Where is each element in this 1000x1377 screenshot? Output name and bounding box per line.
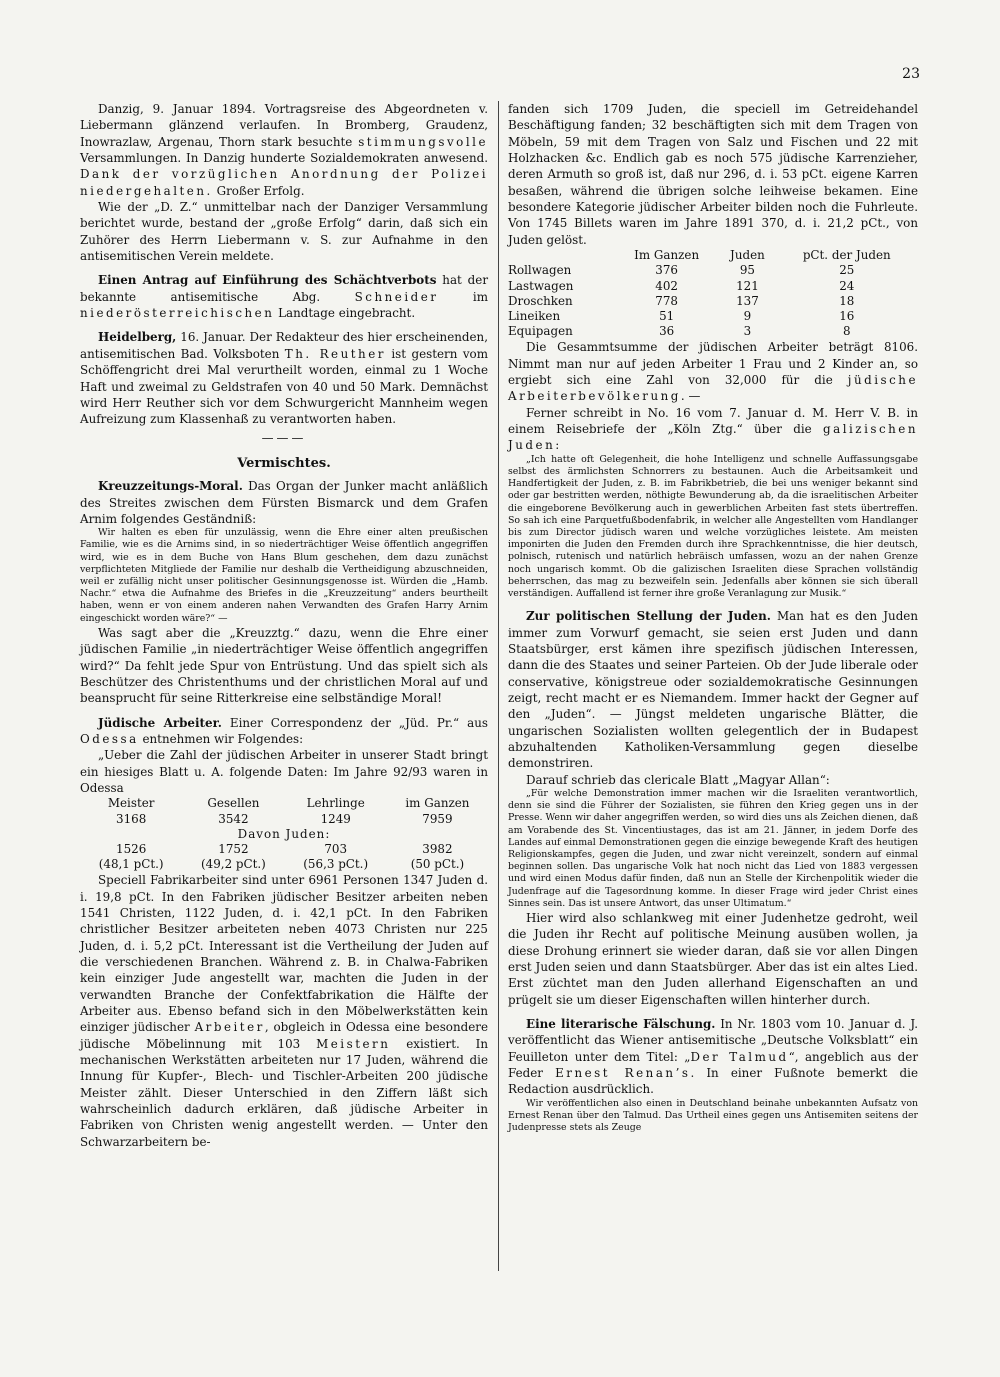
table-cell: 16 xyxy=(839,308,855,323)
table-cell: 95 xyxy=(739,263,755,278)
table-cell: 24 xyxy=(839,278,855,293)
faelschung-quote: Wir veröffentlichen also einen in Deutschland beinahe unbekannten Aufsatz von Ernest Renan über den Talmud. Das Urtheil eines gegen uns Antisemiten seitens der Judenpresse stets als Zeuge xyxy=(508,1097,918,1134)
magyar-allan-quote: „Für welche Demonstration immer machen wir die Israeliten verantwortlich, denn sie sind die Führer der Sozialisten, sie führen den Krieg gegen uns in der Presse. Wenn wir daher angegriffen werden, so wird dies uns als Zeichen dienen, daß am Vorabende des St. Vincentiustages, das ist am 21. Jänner, in jedem Dorfe des Landes auf einmal Demonstrationen gegen die einzige bewegende Kraft des heutigen Religionskampfes, gegen die Juden, und zwar nicht vereinzelt, sondern auf einmal beginnen sollen. Das ungarische Volk hat noch nicht das Lied von 1883 vergessen und wird einen Modus dafür finden, daß nun an Stelle der Kirchenpolitik wieder die Judenfrage auf die Tagesordnung komme. In dieser Frage wird jeder Christ eines Sinnes sein. Das ist unsere Antwort, das unser Ultimatum.“ xyxy=(508,787,918,909)
fuhrleute-table xyxy=(508,248,918,339)
article-politische-stellung: Zur politischen Stellung der Juden. Man hat es den Juden immer zum Vorwurf gemacht, sie seien erst Juden und dann Staatsbürger, erst kämen ihre spezifisch jüdischen Interessen, dann die des Staates und seiner Parteien. Ob der Jude liberale oder conservative, königstreue oder sozialdemokratische Gesinnungen zeigt, recht macht er es Niemandem. Immer hackt der Gegner auf den „Juden“. — Jüngst meldeten ungarische Blätter, die ungarischen Sozialisten wollten gelegentlich der in Budapest abzuhaltenden Katholiken-Versammlung gegen dieselbe demonstriren. xyxy=(508,609,918,771)
table-cell: 703 xyxy=(324,841,348,856)
table-row xyxy=(508,279,918,294)
table-cell: 25 xyxy=(839,263,855,278)
article-danzig-comment: Wie der „D. Z.“ unmittelbar nach der Danziger Versammlung berichtet wurde, bestand der „große Erfolg“ darin, daß sich ein Zuhörer des Herrn Liebermann v. S. zur Aufnahme in den antisemitischen Verein meldete. xyxy=(80,200,488,264)
table-cell: (48,1 pCt.) xyxy=(98,857,164,872)
table-header-row xyxy=(508,248,918,263)
table-cell: 51 xyxy=(659,308,675,323)
left-column xyxy=(80,101,488,1150)
article-heidelberg: Heidelberg, 16. Januar. Der Redakteur des hier erscheinenden, antisemitischen Bad. Volksboten Th. Reuther ist gestern vom Schöffengricht drei Mal verurtheilt worden, einmal zu 1 Woche Haft und zweimal zu Geldstrafen von 40 und 50 Mark. Demnächst wird Herr Reuther sich vor dem Schwurgericht Mannheim wegen Aufreizung zum Klassenhaß zu verantworten haben. xyxy=(80,330,488,427)
table-cell: Lastwagen xyxy=(508,278,574,293)
odessa-table xyxy=(80,796,488,872)
table-cell: Lineiken xyxy=(508,308,561,323)
magyar-allan-intro: Darauf schrieb das clericale Blatt „Magyar Allan“: xyxy=(526,772,830,787)
table-cell: (50 pCt.) xyxy=(410,857,465,872)
table-cell: 3542 xyxy=(218,811,249,826)
section-heading: Vermischtes. xyxy=(237,455,331,471)
table-header xyxy=(508,248,614,263)
table-cell: 36 xyxy=(659,324,675,339)
table-cell: Rollwagen xyxy=(508,263,572,278)
table-header: Lehrlinge xyxy=(306,796,365,811)
article-juedische-arbeiter: Jüdische Arbeiter. Einer Correspondenz der „Jüd. Pr.“ aus Odessa entnehmen wir Folgendes: xyxy=(80,715,488,746)
table-row xyxy=(508,294,918,309)
table-row xyxy=(80,812,488,827)
table-cell: 3 xyxy=(743,324,752,339)
table-header: Meister xyxy=(107,796,155,811)
table-cell: 402 xyxy=(655,278,678,293)
politische-stellung-comment: Hier wird also schlankweg mit einer Judenhetze gedroht, weil die Juden ihr Recht auf politische Meinung ausüben wollen, ja diese Drohung erinnert sie wieder daran, daß sie vor allen Dingen erst Juden seien und dann Staatsbürger. Aber das ist ein altes Lied. Erst züchtet man den Juden allerhand Eigenschaften an und prügelt sie um dieser Eigenschaften willen hinterher durch. xyxy=(508,910,918,1007)
table-header: Gesellen xyxy=(207,796,260,811)
table-cell: 1752 xyxy=(218,841,249,856)
table-cell: 376 xyxy=(655,263,678,278)
table-cell: (49,2 pCt.) xyxy=(201,857,266,872)
table-row xyxy=(80,842,488,857)
table-header: im Ganzen xyxy=(405,796,470,811)
article-kreuzzeitung: Kreuzzeitungs-Moral. Das Organ der Junker macht anläßlich des Streites zwischen dem Fürsten Bismarck und dem Grafen Arnim folgendes Geständniß: xyxy=(80,479,488,526)
arbeiter-intro: „Ueber die Zahl der jüdischen Arbeiter in unserer Stadt bringt ein hiesiges Blatt u. A. folgende Daten: Im Jahre 92/93 waren in Odessa xyxy=(80,748,488,795)
table-cell: 8 xyxy=(842,324,851,339)
table-cell: 137 xyxy=(736,293,759,308)
article-danzig: Danzig, 9. Januar 1894. Vortragsreise des Abgeordneten v. Liebermann glänzend verlaufen. In Bromberg, Graudenz, Inowrazlaw, Argenau, Thorn stark besuchte stimmungsvolle Versammlungen. In Danzig hunderte Sozialdemokraten anwesend. Dank der vorzüglichen Anordnung der Polizei niedergehalten. Großer Erfolg. xyxy=(80,102,488,198)
galizische-juden-intro: Ferner schreibt in No. 16 vom 7. Januar d. M. Herr V. B. in einem Reisebriefe der „Köln Ztg.“ über die galizischen Juden: xyxy=(508,405,918,453)
table-cell: 778 xyxy=(655,293,678,308)
table-cell: 121 xyxy=(736,278,759,293)
right-column xyxy=(508,101,918,1134)
table-header-row xyxy=(80,796,488,811)
table-cell: (56,3 pCt.) xyxy=(303,857,369,872)
fabrikarbeiter-text: Speciell Fabrikarbeiter sind unter 6961 Personen 1347 Juden d. i. 19,8 pCt. In den Fabriken jüdischer Besitzer arbeiten neben 1541 Christen, 1122 Juden, d. i. 42,1 pCt. In den Fabriken christlicher Besitzer arbeiteten neben 4073 Christen nur 225 Juden, d. i. 5,2 pCt. Interessant ist die Vertheilung der Juden auf die verschiedenen Branchen. Während z. B. in Chalwa-Fabriken kein einziger Jude angestellt war, machten die Juden in der verwandten Branche der Confektfabrikation die Hälfte der Arbeiter aus. Ebenso befand sich in den Möbelwerkstätten kein einziger jüdischer Arbeiter, obgleich in Odessa eine besondere jüdische Möbelinnung mit 103 Meistern existiert. In mechanischen Werkstätten arbeiteten nur 17 Juden, während die Innung für Kupfer-, Blech- und Tischler-Arbeiten 200 jüdische Meister zählt. Dieser Unterschied in den Ziffern läßt sich wahrscheinlich dadurch erklären, daß jüdische Arbeiter in Fabriken von Christen wenig angestellt werden. — Unter den Schwarzarbeitern be- xyxy=(80,873,488,1149)
galizische-juden-quote: „Ich hatte oft Gelegenheit, die hohe Intelligenz und schnelle Auffassungsgabe selbst des ärmlichsten Schnorrers zu bestaunen. Auch die Arbeitsamkeit und Handfertigkeit der Juden, z. B. im Fabrikbetrieb, die bei uns weniger bekannt sind oder gar bestritten werden, nöthigte Bewunderung ab, da die israelitischen Arbeiter die eingeborene Bevölkerung auch in gewerblichen Arbeiten fast stets übertreffen. So sah ich eine Parquetfußbodenfabrik, in welcher alle Angestellten vom Handlanger bis zum Director jüdisch waren und welche vorzügliches leistete. Am meisten imponirten die Juden den Fremden durch ihre Sprachkenntnisse, die hier deutsch, polnisch, rutenisch und natürlich hebräisch umfassen, wozu an der nahen Grenze noch ungarisch kommt. Ob die galizischen Israeliten diese Sprachen vollständig beherrschen, das mag zu bezweifeln sein. Jedenfalls aber können sie sich überall verständigen. Auffallend ist ferner ihre große Veranlagung zur Musik.“ xyxy=(508,453,918,599)
table-row xyxy=(80,857,488,872)
schwarzarbeiter-text: fanden sich 1709 Juden, die speciell im Getreidehandel Beschäftigung fanden; 32 beschäftigten sich mit dem Tragen von Möbeln, 59 mit dem Tragen von Salz und Fischen und 22 mit Holzhacken &c. Endlich gab es noch 575 jüdische Karrenzieher, deren Armuth so groß ist, daß nur 296, d. i. 53 pCt. eigene Karren besaßen, während die übrigen solche leihweise bekamen. Eine besondere Kategorie jüdischer Arbeiter bilden noch die Fuhrleute. Von 1745 Billets waren im Jahre 1891 370, d. i. 21,2 pCt., von Juden gelöst. xyxy=(508,102,918,247)
table-cell: 18 xyxy=(839,293,855,308)
table-cell: 1249 xyxy=(320,811,351,826)
table-cell: 9 xyxy=(743,308,752,323)
table-header: Juden xyxy=(730,248,765,263)
gesammtsumme-text: Die Gesammtsumme der jüdischen Arbeiter beträgt 8106. Nimmt man nur auf jeden Arbeiter 1 Frau und 2 Kinder an, so ergiebt sich eine Zahl von 32,000 für die jüdische Arbeiterbevölkerung. — xyxy=(508,340,918,404)
table-cell: Equipagen xyxy=(508,324,573,339)
table-cell: 1526 xyxy=(116,841,147,856)
table-subheading: Davon Juden: xyxy=(237,826,331,841)
kreuzzeitung-quote: Wir halten es eben für unzulässig, wenn die Ehre einer alten preußischen Familie, wie es die Arnims sind, in so niederträchtiger Weise öffentlich angegriffen wird, wie es in dem Buche von Hans Blum geschehen, dem dazu zunächst verpflichteten Mitgliede der Familie nur deshalb die Vertheidigung abzuschneiden, weil er zufällig nicht unser politischer Gesinnungsgenosse ist. Würden die „Hamb. Nachr.“ etwa die Aufnahme des Briefes in die „Kreuzzeitung“ anders beurtheilt haben, wenn er von einem anderen nahen Verwandten des Grafen Harry Arnim eingeschickt worden wäre?“ — xyxy=(80,527,488,624)
table-row xyxy=(508,263,918,278)
table-row xyxy=(508,309,918,324)
table-header: Im Ganzen xyxy=(634,248,700,263)
table-cell: 3982 xyxy=(422,841,453,856)
article-literarische-faelschung: Eine literarische Fälschung. In Nr. 1803 vom 10. Januar d. J. veröffentlicht das Wiener antisemitische „Deutsche Volksblatt“ ein Feuilleton unter dem Titel: „Der Talmud“, angeblich aus der Feder Ernest Renan’s. In einer Fußnote bemerkt die Redaction ausdrücklich. xyxy=(508,1017,919,1097)
table-header: pCt. der Juden xyxy=(802,248,891,263)
separator: ——— xyxy=(261,430,307,445)
table-cell: Droschken xyxy=(508,293,573,308)
article-schaechtverbot: Einen Antrag auf Einführung des Schächtverbots hat der bekannte antisemitische Abg. Schneider im niederösterreichischen Landtage eingebracht. xyxy=(80,273,489,321)
kreuzzeitung-comment: Was sagt aber die „Kreuzztg.“ dazu, wenn die Ehre einer jüdischen Familie „in niederträchtiger Weise öffentlich angegriffen wird?“ Da fehlt jede Spur von Entrüstung. Und das spielt sich als Beschützer des Christenthums und der christlichen Moral auf und beansprucht für seine Ritterkreise eine selbständige Moral! xyxy=(80,625,488,706)
page-number: 23 xyxy=(902,66,920,82)
table-cell: 3168 xyxy=(116,811,147,826)
column-divider xyxy=(498,101,499,1271)
table-cell: 7959 xyxy=(422,811,453,826)
table-row xyxy=(508,324,918,339)
